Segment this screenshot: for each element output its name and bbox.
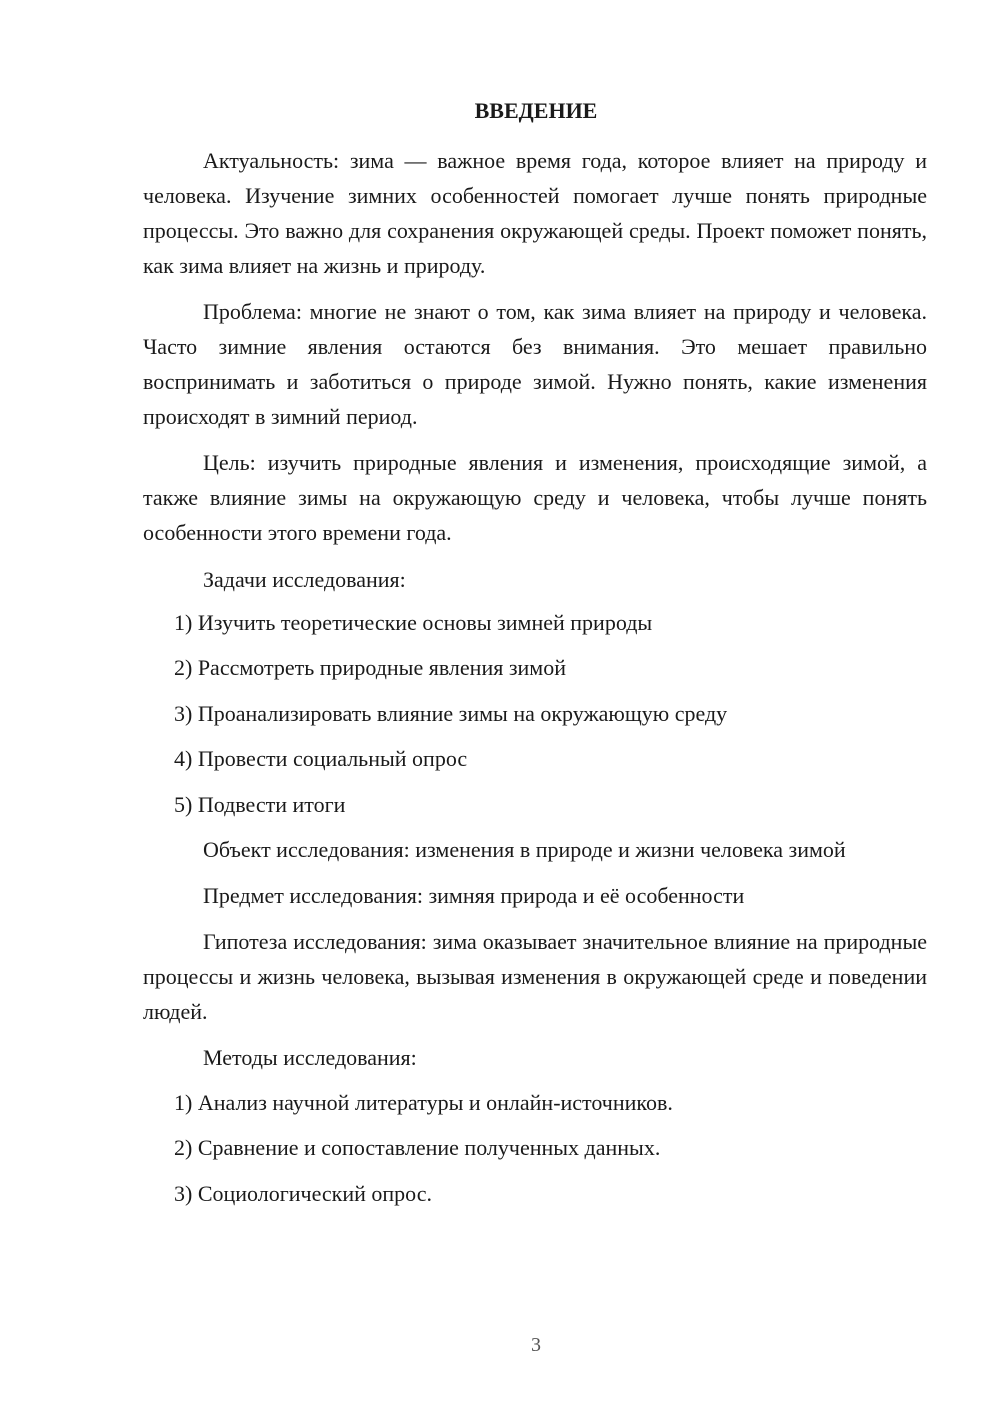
research-subject: Предмет исследования: зимняя природа и её особенности — [203, 883, 745, 908]
method-item: 3) Социологический опрос. — [174, 1181, 432, 1206]
section-title: ВВЕДЕНИЕ — [474, 98, 598, 123]
goal-paragraph: Цель: изучить природные явления и изменения, происходящие зимой, а также влияние зимы на окружающую среду и человека, чтобы лучше понять особенности этого времени года. — [143, 450, 927, 545]
task-item: 5) Подвести итоги — [174, 792, 346, 817]
methods-heading: Методы исследования: — [203, 1045, 417, 1070]
method-item: 1) Анализ научной литературы и онлайн-источников. — [174, 1090, 673, 1115]
research-object: Объект исследования: изменения в природе и жизни человека зимой — [203, 837, 846, 862]
tasks-heading: Задачи исследования: — [203, 567, 406, 592]
page-number: 3 — [531, 1334, 541, 1356]
problem-paragraph: Проблема: многие не знают о том, как зима влияет на природу и человека. Часто зимние явления остаются без внимания. Это мешает правильно воспринимать и заботиться о природе зимой. Нужно понять, какие изменения происходят в зимний период. — [143, 299, 927, 429]
task-item: 4) Провести социальный опрос — [174, 746, 468, 771]
method-item: 2) Сравнение и сопоставление полученных данных. — [174, 1135, 661, 1160]
task-item: 2) Рассмотреть природные явления зимой — [174, 655, 566, 680]
task-item: 1) Изучить теоретические основы зимней природы — [174, 610, 653, 635]
hypothesis-paragraph: Гипотеза исследования: зима оказывает значительное влияние на природные процессы и жизнь человека, вызывая изменения в окружающей среде и поведении людей. — [143, 929, 927, 1024]
task-item: 3) Проанализировать влияние зимы на окружающую среду — [174, 701, 728, 726]
relevance-paragraph: Актуальность: зима — важное время года, которое влияет на природу и человека. Изучение зимних особенностей помогает лучше понять природные процессы. Это важно для сохранения окружающей среды. Проект поможет понять, как зима влияет на жизнь и природу. — [143, 148, 927, 278]
